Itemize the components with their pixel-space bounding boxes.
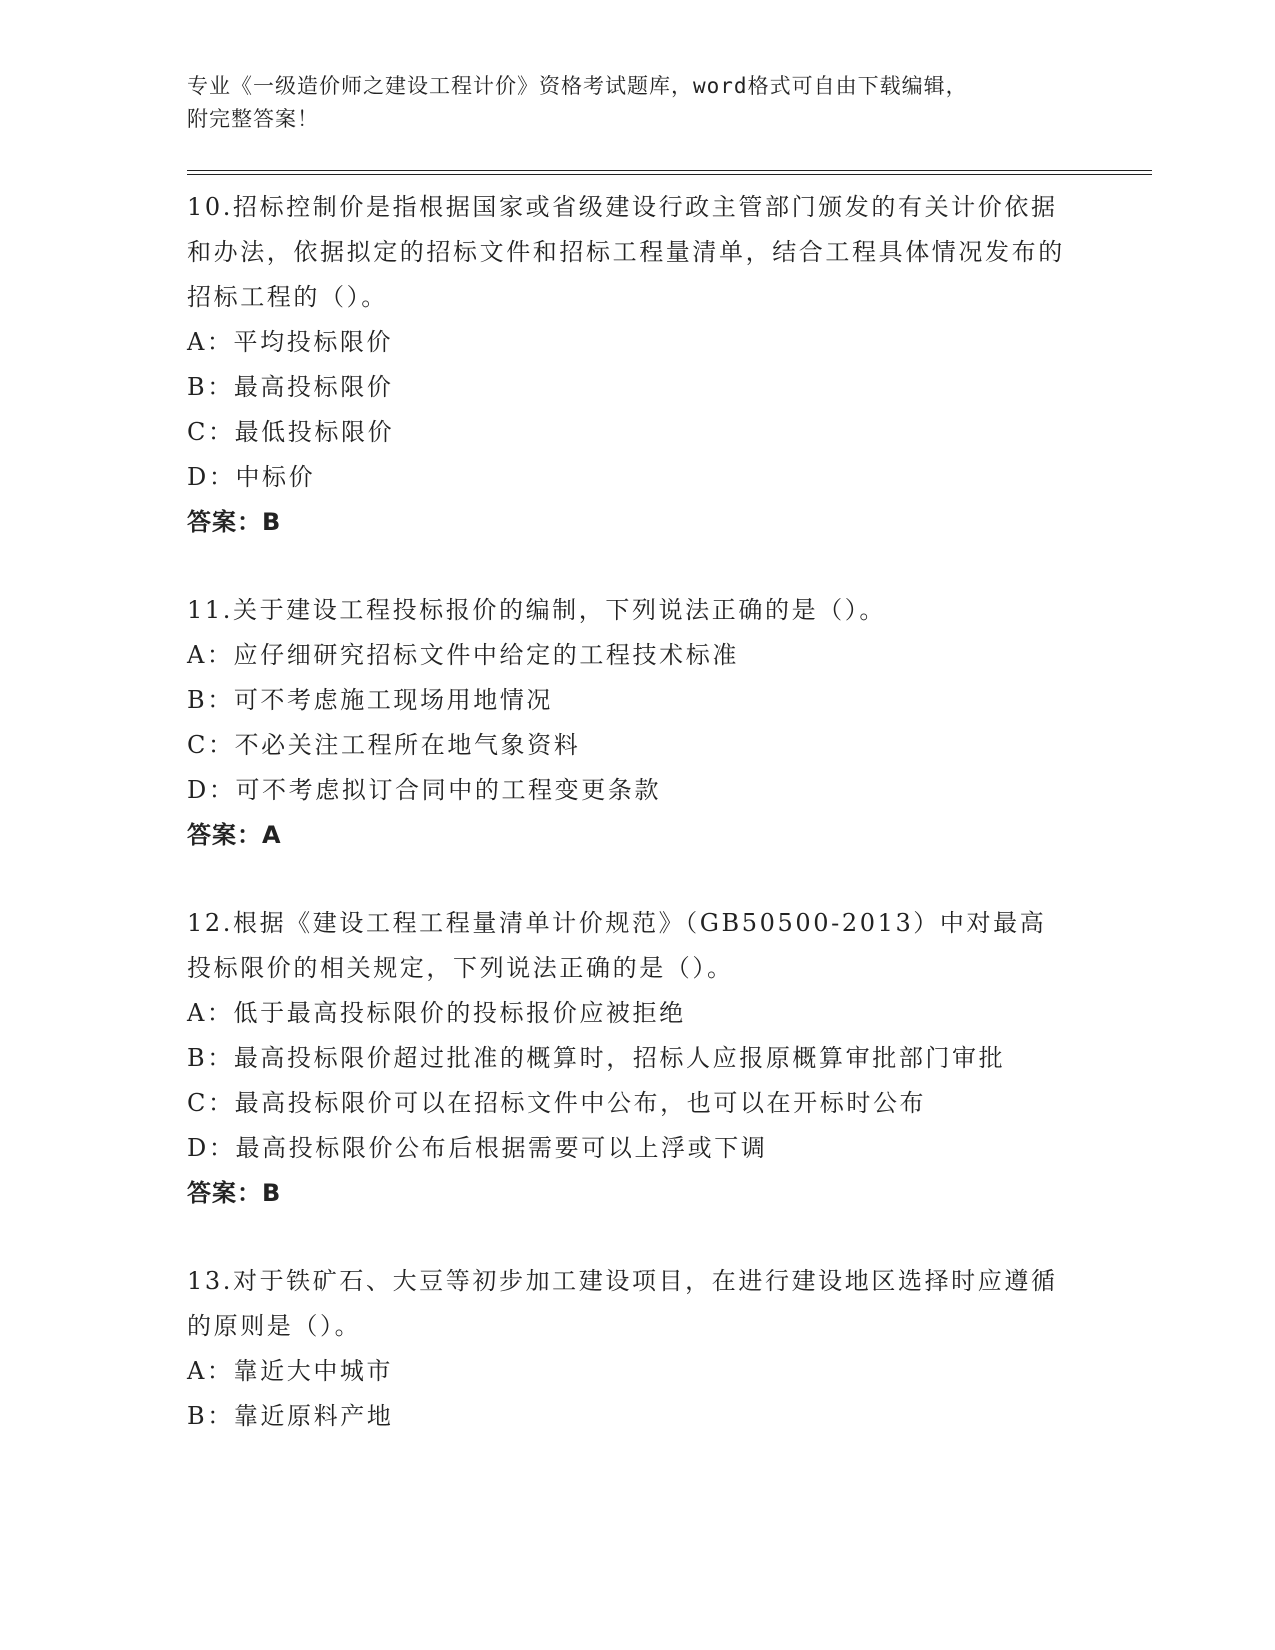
option-a: A：靠近大中城市 [187, 1357, 394, 1385]
option-d: D：最高投标限价公布后根据需要可以上浮或下调 [187, 1134, 768, 1162]
question-stem: 12.根据《建设工程工程量清单计价规范》（GB50500-2013）中对最高投标限价的相关规定，下列说法正确的是（）。 [187, 909, 1047, 982]
option-a: A：平均投标限价 [187, 328, 394, 356]
question-stem: 11.关于建设工程投标报价的编制，下列说法正确的是（）。 [187, 596, 886, 624]
header-line: 专业《一级造价师之建设工程计价》资格考试题库，word格式可自由下载编辑， [187, 74, 968, 98]
option-b: B：靠近原料产地 [187, 1402, 394, 1430]
document-header [187, 70, 1152, 136]
option-a: A：低于最高投标限价的投标报价应被拒绝 [187, 999, 686, 1027]
question-list [187, 185, 1152, 1439]
question-13 [187, 1259, 1152, 1439]
question-10 [187, 185, 1152, 545]
question-12 [187, 901, 1152, 1216]
document-page [187, 70, 1152, 1482]
option-b: B：可不考虑施工现场用地情况 [187, 686, 554, 714]
header-divider [187, 170, 1152, 175]
question-11 [187, 588, 1152, 858]
option-b: B：最高投标限价 [187, 373, 394, 401]
option-c: C：最低投标限价 [187, 418, 395, 446]
answer-text: 答案：A [187, 821, 282, 849]
option-d: D：中标价 [187, 463, 316, 491]
option-c: C：最高投标限价可以在招标文件中公布，也可以在开标时公布 [187, 1089, 927, 1117]
answer-text: 答案：B [187, 1179, 282, 1207]
option-d: D：可不考虑拟订合同中的工程变更条款 [187, 776, 662, 804]
option-a: A：应仔细研究招标文件中给定的工程技术标准 [187, 641, 739, 669]
header-line: 附完整答案！ [187, 107, 319, 131]
option-b: B：最高投标限价超过批准的概算时，招标人应报原概算审批部门审批 [187, 1044, 1006, 1072]
question-stem: 13.对于铁矿石、大豆等初步加工建设项目，在进行建设地区选择时应遵循的原则是（）。 [187, 1267, 1058, 1340]
answer-text: 答案：B [187, 508, 282, 536]
option-c: C：不必关注工程所在地气象资料 [187, 731, 581, 759]
question-stem: 10.招标控制价是指根据国家或省级建设行政主管部门颁发的有关计价依据和办法，依据拟定的招标文件和招标工程量清单，结合工程具体情况发布的招标工程的（）。 [187, 193, 1065, 311]
